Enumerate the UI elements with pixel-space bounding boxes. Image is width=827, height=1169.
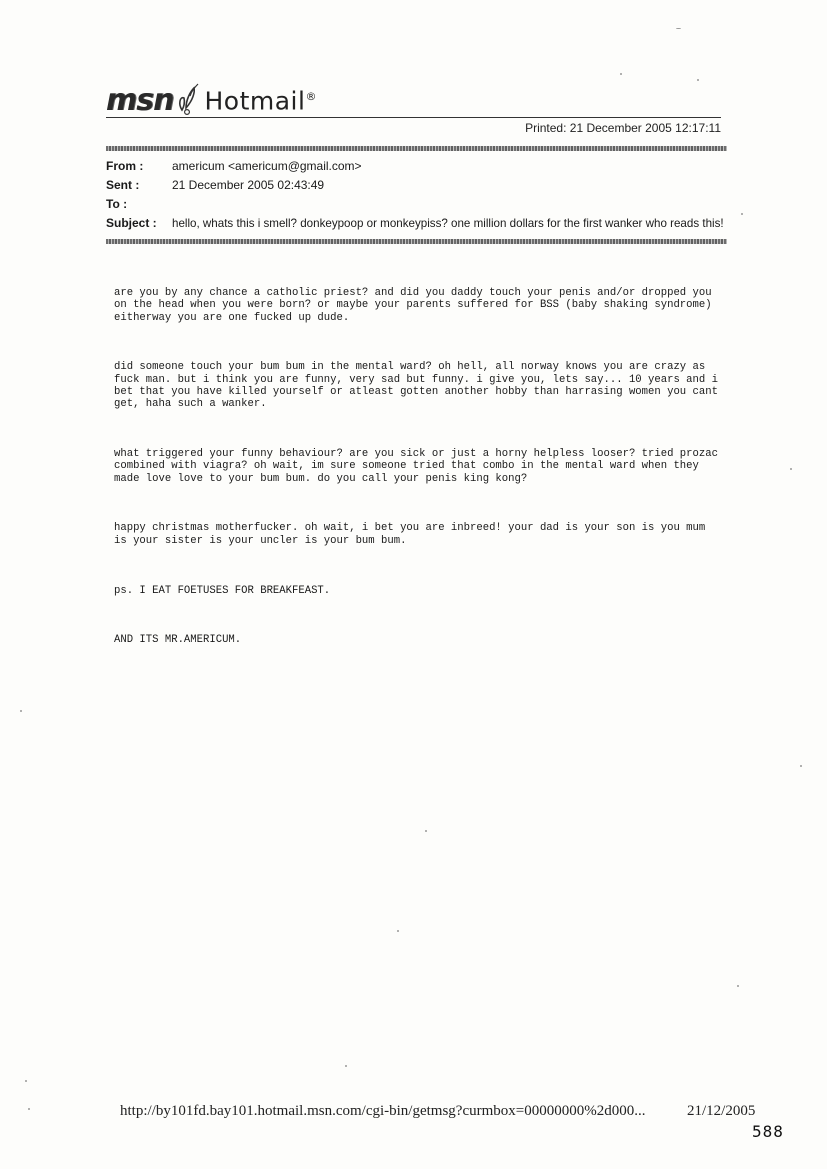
subject-label: Subject : bbox=[106, 216, 157, 230]
scan-speck bbox=[397, 930, 399, 932]
subject-row bbox=[106, 216, 724, 230]
logo-brand: msn bbox=[106, 83, 174, 118]
scan-speck bbox=[790, 468, 792, 470]
to-label: To : bbox=[106, 197, 128, 211]
scan-speck bbox=[425, 830, 427, 832]
body-paragraph-6: AND ITS MR.AMERICUM. bbox=[114, 634, 242, 647]
from-row bbox=[106, 159, 362, 173]
from-label: From : bbox=[106, 159, 144, 173]
body-paragraph-3: what triggered your funny behaviour? are you sick or just a horny helpless looser? tried prozac combined with viagra? oh wait, im sure someone tried that combo in the mental ward when they made love love to your bum bum. do you call your penis king kong? bbox=[114, 448, 718, 485]
from-value: americum <americum@gmail.com> bbox=[172, 159, 362, 173]
sent-label: Sent : bbox=[106, 178, 140, 192]
scan-speck bbox=[676, 28, 681, 29]
body-paragraph-1: are you by any chance a catholic priest? and did you daddy touch your penis and/or dropped you on the head when you were born? or maybe your parents suffered for BSS (baby shaking syndrome) eitherway you are one fucked up dude. bbox=[114, 286, 712, 324]
page-number: 588 bbox=[752, 1122, 784, 1141]
header-divider-top bbox=[106, 146, 727, 151]
footer-date: 21/12/2005 bbox=[687, 1103, 756, 1119]
scan-speck bbox=[345, 1065, 347, 1067]
body-paragraph-4: happy christmas motherfucker. oh wait, i bet you are inbreed! your dad is your son is you mum is your sister is your uncler is your bum bum. bbox=[114, 522, 706, 547]
body-paragraph-5: ps. I EAT FOETUSES FOR BREAKFEAST. bbox=[114, 584, 331, 597]
header-divider-bottom bbox=[106, 239, 727, 244]
msn-hotmail-logo bbox=[106, 76, 317, 116]
scan-speck bbox=[737, 985, 739, 987]
message-body bbox=[114, 262, 734, 671]
header-rule bbox=[106, 117, 721, 118]
footer-url: http://by101fd.bay101.hotmail.msn.com/cgi-bin/getmsg?curmbox=00000000%2d000... bbox=[120, 1103, 646, 1119]
scan-speck bbox=[741, 213, 743, 215]
scan-speck bbox=[20, 710, 22, 712]
scan-speck bbox=[800, 765, 802, 767]
sent-row bbox=[106, 178, 324, 192]
printed-timestamp: Printed: 21 December 2005 12:17:11 bbox=[525, 121, 721, 135]
scan-speck bbox=[25, 1080, 27, 1082]
subject-value: hello, whats this i smell? donkeypoop or monkeypiss? one million dollars for the first wanker who reads this! bbox=[172, 217, 724, 230]
body-paragraph-2: did someone touch your bum bum in the mental ward? oh hell, all norway knows you are crazy as fuck man. but i think you are funny, very sad but funny. i give you, lets say... 10 years and i bet that you have killed yourself or atleast gotten another hobby than harrasing women you cant get, haha such a wanker. bbox=[114, 361, 718, 411]
sent-value: 21 December 2005 02:43:49 bbox=[172, 178, 325, 192]
scan-speck bbox=[697, 79, 699, 81]
scan-speck bbox=[620, 73, 622, 75]
logo-product: Hotmail® bbox=[204, 86, 317, 115]
scan-speck bbox=[28, 1108, 30, 1110]
msn-butterfly-icon bbox=[174, 80, 200, 116]
to-row bbox=[106, 197, 172, 211]
